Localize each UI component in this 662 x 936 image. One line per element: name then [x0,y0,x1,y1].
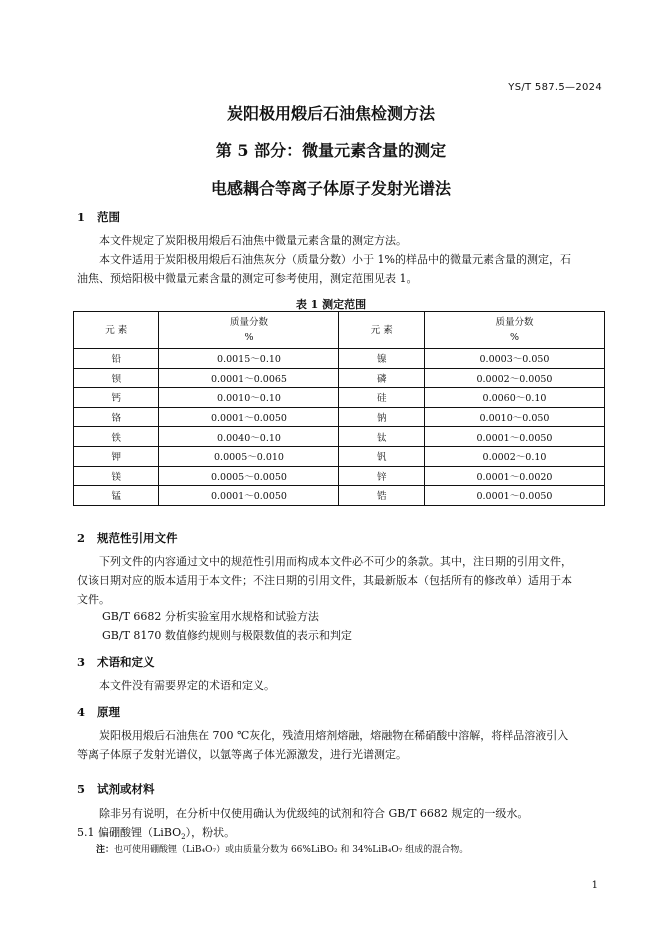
normative-reference: GB/T 8170 数值修约规则与极限数值的表示和判定 [102,629,352,642]
section-number: 5 [77,782,86,796]
table-row [74,446,605,466]
header-fraction-label: 质量分数 [229,317,268,328]
section-title: 术语和定义 [97,655,155,669]
principle-line: 等离子体原子发射光谱仪，以氩等离子体光源激发，进行光谱测定。 [77,748,407,761]
element-cell: 铁 [74,427,159,447]
element-cell: 磷 [339,368,424,388]
header-mass-fraction [424,312,604,349]
section-number: 4 [77,705,86,719]
scope-line: 本文件适用于炭阳极用煅后石油焦灰分（质量分数）小于 1%的样品中的微量元素含量的测定，石 [99,253,571,266]
terms-line: 本文件没有需要界定的术语和定义。 [99,679,275,692]
range-cell: 0.0005～0.010 [159,446,339,466]
table-caption: 表 1 测定范围 [295,298,367,311]
table-row [74,349,605,369]
section-3-heading [77,654,155,670]
table-row [74,466,605,486]
element-cell: 锌 [339,466,424,486]
table-row [74,388,605,408]
header-mass-fraction [159,312,339,349]
table-row [74,407,605,427]
table-row [74,368,605,388]
normative-reference: GB/T 6682 分析实验室用水规格和试验方法 [102,610,319,623]
table-header-row [74,312,605,349]
range-cell: 0.0015～0.10 [159,349,339,369]
normative-line: 文件。 [77,593,110,606]
range-cell: 0.0040～0.10 [159,427,339,447]
element-cell: 钒 [339,446,424,466]
table-row [74,486,605,506]
header-element: 元 素 [339,312,424,349]
range-cell: 0.0001～0.0050 [424,486,604,506]
note-text: 也可使用硼酸锂（LiB₄O₇）或由质量分数为 66%LiBO₂ 和 34%LiB₄O₇ 组成的混合物。 [114,845,469,855]
range-cell: 0.0001～0.0020 [424,466,604,486]
range-cell: 0.0002～0.10 [424,446,604,466]
note [96,842,468,855]
element-cell: 铅 [74,349,159,369]
section-title: 试剂或材料 [97,782,155,796]
element-cell: 硅 [339,388,424,408]
element-cell: 钡 [74,368,159,388]
terms-paragraph [77,676,603,695]
header-unit: % [509,332,519,343]
section-title: 规范性引用文件 [97,531,178,545]
header-fraction-label: 质量分数 [495,317,534,328]
principle-line: 炭阳极用煅后石油焦在 700 ℃灰化，残渣用熔剂熔融，熔融物在稀硝酸中溶解，将样品溶液引入 [99,729,569,742]
range-cell: 0.0060～0.10 [424,388,604,408]
document-part-title: 第 5 部分：微量元素含量的测定 [215,141,447,160]
table-row [74,427,605,447]
element-cell: 镍 [339,349,424,369]
range-cell: 0.0001～0.0050 [424,427,604,447]
standard-number: YS/T 587.5—2024 [508,82,602,93]
reagent-subscript: 2 [181,833,186,842]
element-cell: 钠 [339,407,424,427]
page-number: 1 [591,880,598,891]
scope-paragraph [77,231,603,288]
normative-line: 下列文件的内容通过文中的规范性引用而构成本文件必不可少的条款。其中，注日期的引用文件， [99,555,572,568]
range-cell: 0.0001～0.0050 [159,486,339,506]
reagent-item-label: 5.1 偏硼酸锂（LiBO [77,826,182,839]
range-cell: 0.0010～0.10 [159,388,339,408]
element-cell: 铬 [74,407,159,427]
reagents-line: 除非另有说明，在分析中仅使用确认为优级纯的试剂和符合 GB/T 6682 规定的一级水。 [99,807,529,820]
section-title: 范围 [97,210,120,224]
range-cell: 0.0001～0.0065 [159,368,339,388]
principle-paragraph [77,726,603,764]
element-cell: 钾 [74,446,159,466]
section-4-heading [77,704,120,720]
document-method-title: 电感耦合等离子体原子发射光谱法 [210,179,451,198]
normative-line: 仅该日期对应的版本适用于本文件；不注日期的引用文件，其最新版本（包括所有的修改单）适用于本 [77,574,572,587]
element-cell: 镁 [74,466,159,486]
header-unit: % [244,332,254,343]
document-title: 炭阳极用煅后石油焦检测方法 [226,104,435,123]
element-cell: 钙 [74,388,159,408]
element-cell: 锰 [74,486,159,506]
section-title: 原理 [97,705,120,719]
range-cell: 0.0002～0.0050 [424,368,604,388]
scope-line: 油焦、预焙阳极中微量元素含量的测定可参考使用，测定范围见表 1。 [77,272,418,285]
scope-line: 本文件规定了炭阳极用煅后石油焦中微量元素含量的测定方法。 [99,234,407,247]
section-number: 1 [77,210,86,224]
measurement-range-table [73,311,605,506]
section-5-heading [77,781,155,797]
range-cell: 0.0005～0.0050 [159,466,339,486]
range-cell: 0.0003～0.050 [424,349,604,369]
reagents-paragraph [77,804,603,823]
note-label: 注： [96,845,115,855]
header-element: 元 素 [74,312,159,349]
range-cell: 0.0010～0.050 [424,407,604,427]
element-cell: 钛 [339,427,424,447]
reagent-item-rest: ），粉状。 [185,826,236,839]
section-2-heading [77,530,178,546]
section-number: 3 [77,655,86,669]
range-cell: 0.0001～0.0050 [159,407,339,427]
section-number: 2 [77,531,86,545]
normative-paragraph [77,552,603,609]
section-1-heading [77,209,120,225]
element-cell: 锆 [339,486,424,506]
